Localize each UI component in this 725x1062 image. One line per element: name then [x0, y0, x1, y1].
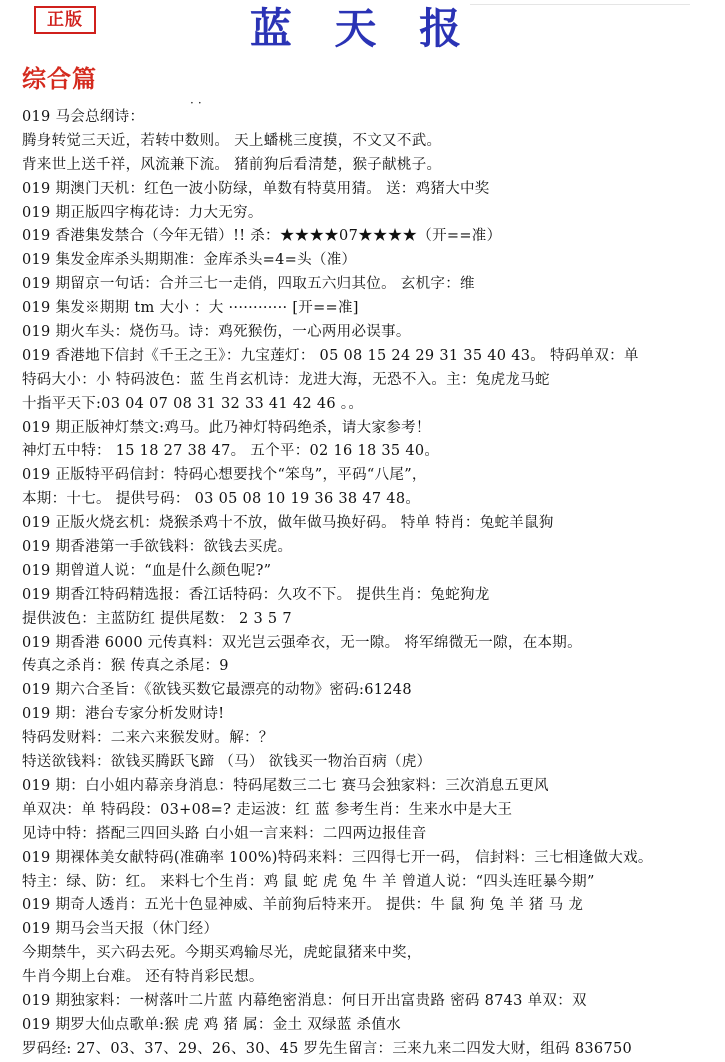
article-line: 十指平天下:03 04 07 08 31 32 33 41 42 46 。。: [22, 395, 364, 412]
article-line: 今期禁牛，买六码去死。今期买鸡输尽光，虎蛇鼠猪来中奖，: [22, 945, 422, 962]
article-line: 019 期正版四字梅花诗：力大无穷。: [22, 204, 263, 221]
article-line: 019 期奇人透肖：五光十色显神威、羊前狗后特来开。 提供：牛 鼠 狗 兔 羊 猪 马 龙: [22, 897, 584, 914]
masthead-title: 蓝 天 报: [249, 4, 476, 53]
article-line: 牛肖今期上台难。 还有特肖彩民想。: [22, 969, 264, 986]
article-line: 腾身转觉三天近，若转中数则。 天上蟠桃三度摸，不文又不武。: [22, 132, 442, 149]
article-line: 019 期香港 6000 元传真料：双光岂云强牵衣，无一隙。 将军绵微无一隙，在本期。: [22, 634, 582, 651]
article-line: 019 期罗大仙点歌单:猴 虎 鸡 猪 属：金土 双绿蓝 杀值水: [22, 1016, 401, 1033]
article-body: [22, 106, 712, 1062]
article-line: 特主：绿、防：红。 来料七个生肖：鸡 鼠 蛇 虎 兔 牛 羊 曾道人说：“四头连旺暴今期”: [22, 873, 595, 890]
article-line: 019 香港集发禁合（今年无错）!! 杀：★★★★07★★★★（开==准）: [22, 228, 502, 245]
article-line: 019 期曾道人说：“血是什么颜色呢?”: [22, 562, 272, 579]
dot-marks: ··: [190, 96, 206, 110]
article-line: 本期：十七。 提供号码： 03 05 08 10 19 36 38 47 48。: [22, 491, 421, 508]
article-line: 019 期裸体美女献特码(准确率 100%)特码来料：三四得七开一码， 信封料：三七相逢做大戏。: [22, 849, 653, 866]
article-line: 019 集发※期期 tm 大小 ：大 ············ [开==准]: [22, 300, 359, 317]
article-line: 神灯五中特： 15 18 27 38 47。 五个平：02 16 18 35 40。: [22, 443, 440, 460]
article-line: 019 香港地下信封《千王之王》：九宝莲灯： 05 08 15 24 29 31 35 40 43。 特码单双：单: [22, 347, 639, 364]
article-line: 019 期马会当天报（休门经）: [22, 921, 219, 938]
article-line: 019 期香港第一手欲钱料：欲钱去买虎。: [22, 539, 293, 556]
article-line: 特码大小：小 特码波色：蓝 生肖玄机诗：龙进大海，无恐不入。主：兔虎龙马蛇: [22, 371, 550, 388]
article-line: 019 正版特平码信封：特码心想要找个“笨鸟”，平码“八尾”，: [22, 467, 427, 484]
genuine-badge: 正版: [34, 6, 96, 34]
article-line: 019 马会总纲诗：: [22, 109, 145, 125]
article-line: 019 期香江特码精选报：香江话特码：久攻不下。 提供生肖：兔蛇狗龙: [22, 586, 490, 603]
article-line: 019 期独家料：一树落叶二片蓝 内幕绝密消息：何日开出富贵路 密码 8743 单双：双: [22, 992, 587, 1009]
article-line: 019 期正版神灯禁文:鸡马。此乃神灯特码绝杀，请大家参考！: [22, 419, 431, 436]
article-line: 019 集发金库杀头期期准：金库杀头=4=头（准）: [22, 252, 357, 269]
article-line: 传真之杀肖：猴 传真之杀尾：9: [22, 658, 229, 675]
article-line: 019 期六合圣旨：《欲钱买数它最漂亮的动物》密码:61248: [22, 682, 412, 699]
article-line: 特送欲钱料：欲钱买腾跃飞蹄 （马） 欲钱买一物治百病（虎）: [22, 754, 432, 771]
article-line: 019 期留京一句话：合并三七一走俏，四取五六归其位。 玄机字：维: [22, 276, 475, 293]
article-line: 019 期：白小姐内幕亲身消息：特码尾数三二七 赛马会独家料：三次消息五更风: [22, 777, 549, 794]
article-line: 019 期澳门天机：红色一波小防绿，单数有特莫用猜。 送：鸡猪大中奖: [22, 180, 490, 197]
section-title: 综合篇: [22, 65, 97, 93]
article-line: 提供波色：主蓝防红 提供尾数： 2 3 5 7: [22, 610, 292, 627]
article-line: 019 期：港台专家分析发财诗!: [22, 706, 225, 723]
article-line: 单双决：单 特码段：03+08=? 走运波：红 蓝 参考生肖：生来水中是大王: [22, 801, 513, 818]
article-line: 见诗中特：搭配三四回头路 白小姐一言来料：二四两边报佳音: [22, 825, 427, 842]
article-line: 019 期火车头：烧伤马。诗：鸡死猴伤，一心两用必误事。: [22, 324, 411, 341]
article-line: 019 正版火烧玄机：烧猴杀鸡十不放，做年做马换好码。 特单 特肖：兔蛇羊鼠狗: [22, 515, 554, 532]
article-line: 特码发财料：二来六来猴发财。解：？: [22, 730, 274, 747]
article-line: 背来世上送千祥，风流兼下流。 猪前狗后看清楚，猴子献桃子。: [22, 156, 442, 173]
article-line: 罗码经: 27、03、37、29、26、30、45 罗先生留言：三来九来二四发大财，组码 836750: [22, 1040, 633, 1057]
